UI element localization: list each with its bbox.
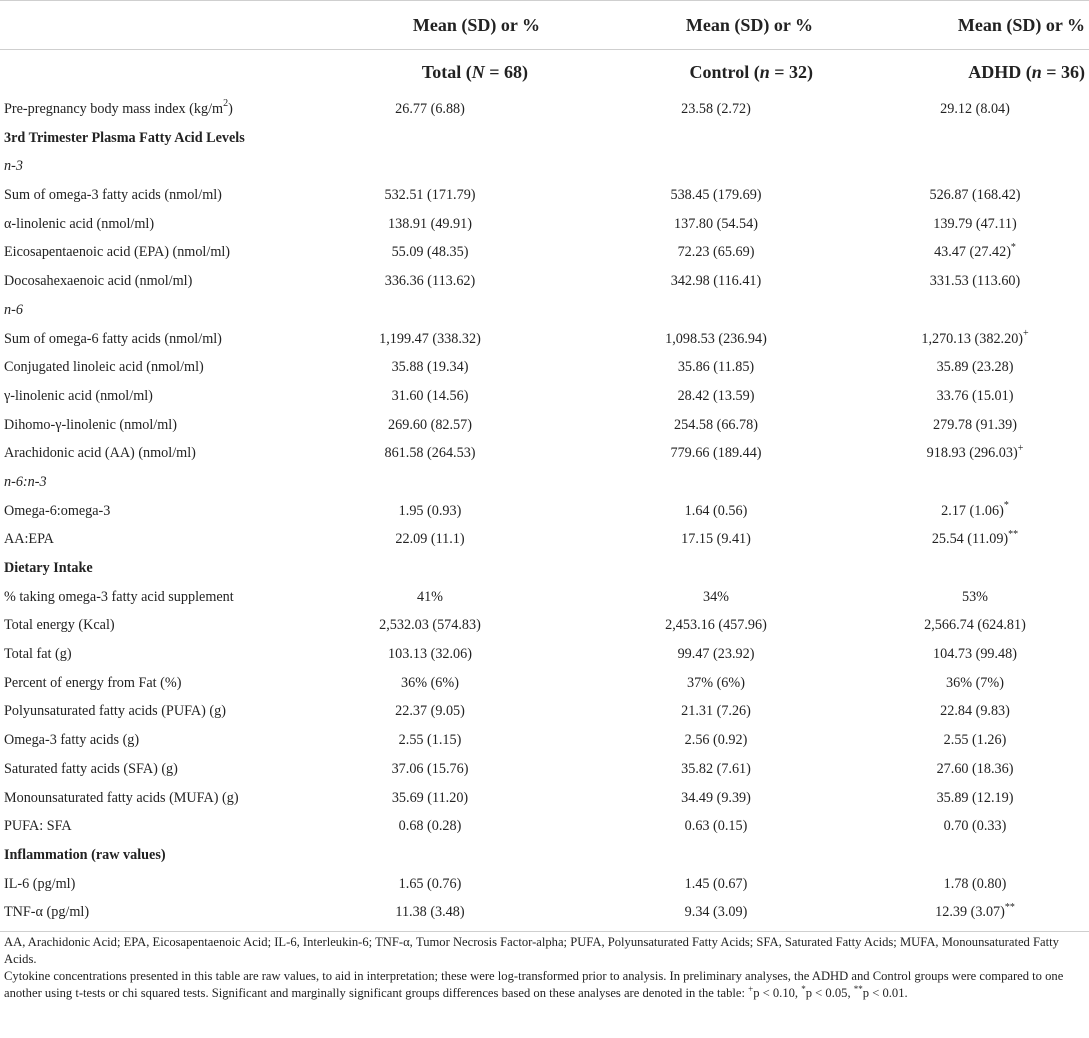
control-cell: 779.66 (189.44) [670,445,762,462]
table-row [0,640,1089,669]
row-label: 3rd Trimester Plasma Fatty Acid Levels [4,129,245,146]
row-label: Inflammation (raw values) [4,846,166,863]
table-footnotes [4,934,1084,1002]
control-cell: 342.98 (116.41) [670,273,762,290]
subsection-row [0,468,1089,497]
control-cell: 35.82 (7.61) [681,760,751,777]
table-row [0,325,1089,354]
adhd-cell: 43.47 (27.42)* [934,241,1016,261]
row-label: Dietary Intake [4,560,93,576]
total-cell: 35.69 (11.20) [391,789,469,806]
control-cell: 23.58 (2.72) [681,101,751,117]
header-row-2 [0,50,1089,95]
subsection-row [0,296,1089,325]
table-row [0,898,1089,927]
total-cell: 35.88 (19.34) [391,359,469,376]
section-header-row [0,841,1089,870]
control-cell: 1.45 (0.67) [684,875,748,892]
adhd-cell: 1.78 (0.80) [943,875,1007,892]
header-total-stat: Mean (SD) or % [412,15,540,35]
row-label: γ-linolenic acid (nmol/ml) [4,387,153,404]
table-row [0,697,1089,726]
adhd-cell: 279.78 (91.39) [933,416,1017,433]
total-cell: 55.09 (48.35) [391,244,469,261]
table-row [0,267,1089,296]
table-row [0,525,1089,554]
total-cell: 336.36 (113.62) [384,273,476,290]
table-body [0,95,1089,927]
control-cell: 1.64 (0.56) [684,502,748,519]
row-label: Pre-pregnancy body mass index $(kg/m^2)$ [4,98,233,117]
adhd-cell: 0.70 (0.33) [943,818,1007,835]
table-row [0,497,1089,526]
total-cell: 1,199.47 (338.32) [379,330,481,347]
table-row [0,870,1089,899]
control-cell: 28.42 (13.59) [677,387,755,404]
row-label: Monounsaturated fatty acids (MUFA) (g) [4,789,239,806]
table-row [0,726,1089,755]
row-label: Total fat (g) [4,646,72,663]
adhd-cell: 331.53 (113.60) [929,273,1021,290]
control-cell: 137.80 (54.54) [674,215,758,232]
table-row [0,611,1089,640]
total-cell: 11.38 (3.48) [395,904,465,921]
adhd-cell: 29.12 (8.04) [940,101,1010,117]
adhd-cell: 53% [961,588,988,605]
control-cell: 0.63 (0.15) [684,818,748,835]
control-cell: 1,098.53 (236.94) [665,330,767,347]
total-cell: 22.09 (11.1) [395,531,465,548]
adhd-cell: 104.73 (99.48) [933,646,1017,663]
row-label: % taking omega-3 fatty acid supplement [4,588,234,605]
adhd-cell: 2.17 (1.06)* [941,499,1009,519]
table-row [0,181,1089,210]
total-cell: 41% [416,588,443,605]
row-label: Conjugated linoleic acid (nmol/ml) [4,359,204,376]
total-cell: 138.91 (49.91) [388,215,472,232]
table-row [0,669,1089,698]
total-cell: 1.95 (0.93) [398,502,462,519]
row-label: Arachidonic acid (AA) (nmol/ml) [4,445,196,462]
row-label: n-6:n-3 [4,473,47,490]
total-cell: 0.68 (0.28) [398,818,462,835]
adhd-cell: 139.79 (47.11) [933,215,1017,232]
row-label: n-3 [4,158,23,175]
total-cell: 31.60 (14.56) [391,387,469,404]
total-cell: 269.60 (82.57) [388,416,472,433]
significance-marker: + [1017,442,1024,454]
adhd-cell: 33.76 (15.01) [936,387,1014,404]
table-row [0,755,1089,784]
table-row [0,583,1089,612]
section-header-row [0,124,1089,153]
row-label: n-6 [4,301,23,318]
adhd-cell: 2.55 (1.26) [943,732,1007,749]
abbreviations-note: AA, Arachidonic Acid; EPA, Eicosapentaenoic Acid; IL-6, Interleukin-6; TNF-α, Tumor Necrosis Factor-alpha; PUFA, Polyunsaturated Fatty Acids; SFA, Saturated Fatty Acids; MUFA, Monounsaturated Fatty Acids. [4,935,1059,966]
row-label: TNF-α (pg/ml) [4,904,90,921]
adhd-cell: 12.39 (3.07)** [935,901,1015,921]
adhd-cell: 918.93 (296.03)+ [926,442,1024,462]
total-cell: 36% (6%) [401,674,459,691]
row-label: Sum of omega-6 fatty acids (nmol/ml) [4,330,222,347]
control-cell: 2,453.16 (457.96) [665,617,767,634]
control-cell: 35.86 (11.85) [677,359,755,376]
adhd-cell: 35.89 (23.28) [936,359,1014,376]
row-label: Percent of energy from Fat (%) [4,674,182,691]
adhd-cell: 35.89 (12.19) [936,789,1014,806]
total-cell: 2.55 (1.15) [398,732,462,749]
adhd-cell: 22.84 (9.83) [940,703,1010,720]
adhd-cell: 1,270.13 (382.20)+ [921,327,1029,347]
header-adhd: ADHD (n = 36) [968,62,1085,82]
row-label: Docosahexaenoic acid (nmol/ml) [4,273,193,290]
control-cell: 538.45 (179.69) [670,187,762,204]
table-row [0,210,1089,239]
row-label: AA:EPA [4,531,54,548]
total-cell: 2,532.03 (574.83) [379,617,481,634]
control-cell: 2.56 (0.92) [684,732,748,749]
row-label: IL-6 (pg/ml) [4,875,76,892]
control-cell: 99.47 (23.92) [677,646,755,663]
control-cell: 9.34 (3.09) [684,904,748,921]
row-label: α-linolenic acid (nmol/ml) [4,215,155,232]
section-header-row [0,554,1089,583]
header-control-stat: Mean (SD) or % [685,15,813,35]
total-cell: 1.65 (0.76) [398,875,462,892]
header-row-1 [0,1,1089,49]
subsection-row [0,152,1089,181]
control-cell: 72.23 (65.69) [677,244,755,261]
significance-marker: ** [1004,901,1015,913]
row-label: Omega-3 fatty acids (g) [4,732,140,749]
header-total: Total (N = 68) [421,62,528,82]
table-row [0,382,1089,411]
adhd-cell: 2,566.74 (624.81) [924,617,1026,634]
table-row [0,784,1089,813]
total-cell: 37.06 (15.76) [391,760,469,777]
table-row [0,95,1089,124]
adhd-cell: 36% (7%) [946,674,1004,691]
total-cell: 22.37 (9.05) [395,703,465,720]
total-cell: 26.77 (6.88) [395,101,465,117]
row-label: Eicosapentaenoic acid (EPA) (nmol/ml) [4,244,231,261]
row-label: PUFA: SFA [4,818,72,835]
row-label: Omega-6:omega-3 [4,502,111,519]
row-label: Polyunsaturated fatty acids (PUFA) (g) [4,703,226,720]
bottom-rule [0,931,1089,932]
total-cell: 861.58 (264.53) [384,445,476,462]
control-cell: 21.31 (7.26) [681,703,751,720]
significance-marker: * [1003,499,1009,511]
row-label: Sum of omega-3 fatty acids (nmol/ml) [4,187,222,204]
row-label: Total energy (Kcal) [4,617,115,634]
significance-marker: + [1023,327,1029,339]
table-row [0,353,1089,382]
table-row [0,238,1089,267]
header-adhd-stat: Mean (SD) or % [957,15,1085,35]
row-label: Saturated fatty acids (SFA) (g) [4,760,178,777]
total-cell: 532.51 (171.79) [384,187,476,204]
adhd-cell: 526.87 (168.42) [929,187,1021,204]
control-cell: 34.49 (9.39) [681,789,751,806]
significance-note: Cytokine concentrations presented in this table are raw values, to aid in interpretation; these were log-transformed prior to analysis. In preliminary analyses, the ADHD and Control groups were compared to one another using t-tests or chi squared tests. Significant and marginally significant groups differences based on these analyses are denoted in the table: +p < 0.10, *p < 0.05, **p < 0.01. [4,969,1064,1000]
table-row [0,411,1089,440]
control-cell: 37% (6%) [687,674,745,691]
significance-marker: * [1010,241,1016,253]
header-control: Control (n = 32) [689,62,813,82]
significance-marker: ** [1008,528,1019,540]
total-cell: 103.13 (32.06) [388,646,472,663]
adhd-cell: 25.54 (11.09)** [931,528,1019,548]
control-cell: 17.15 (9.41) [681,531,751,548]
adhd-cell: 27.60 (18.36) [936,760,1014,777]
control-cell: 254.58 (66.78) [674,416,758,433]
control-cell: 34% [702,588,729,605]
table-row [0,812,1089,841]
row-label: Dihomo-γ-linolenic (nmol/ml) [4,416,177,433]
table-row [0,439,1089,468]
